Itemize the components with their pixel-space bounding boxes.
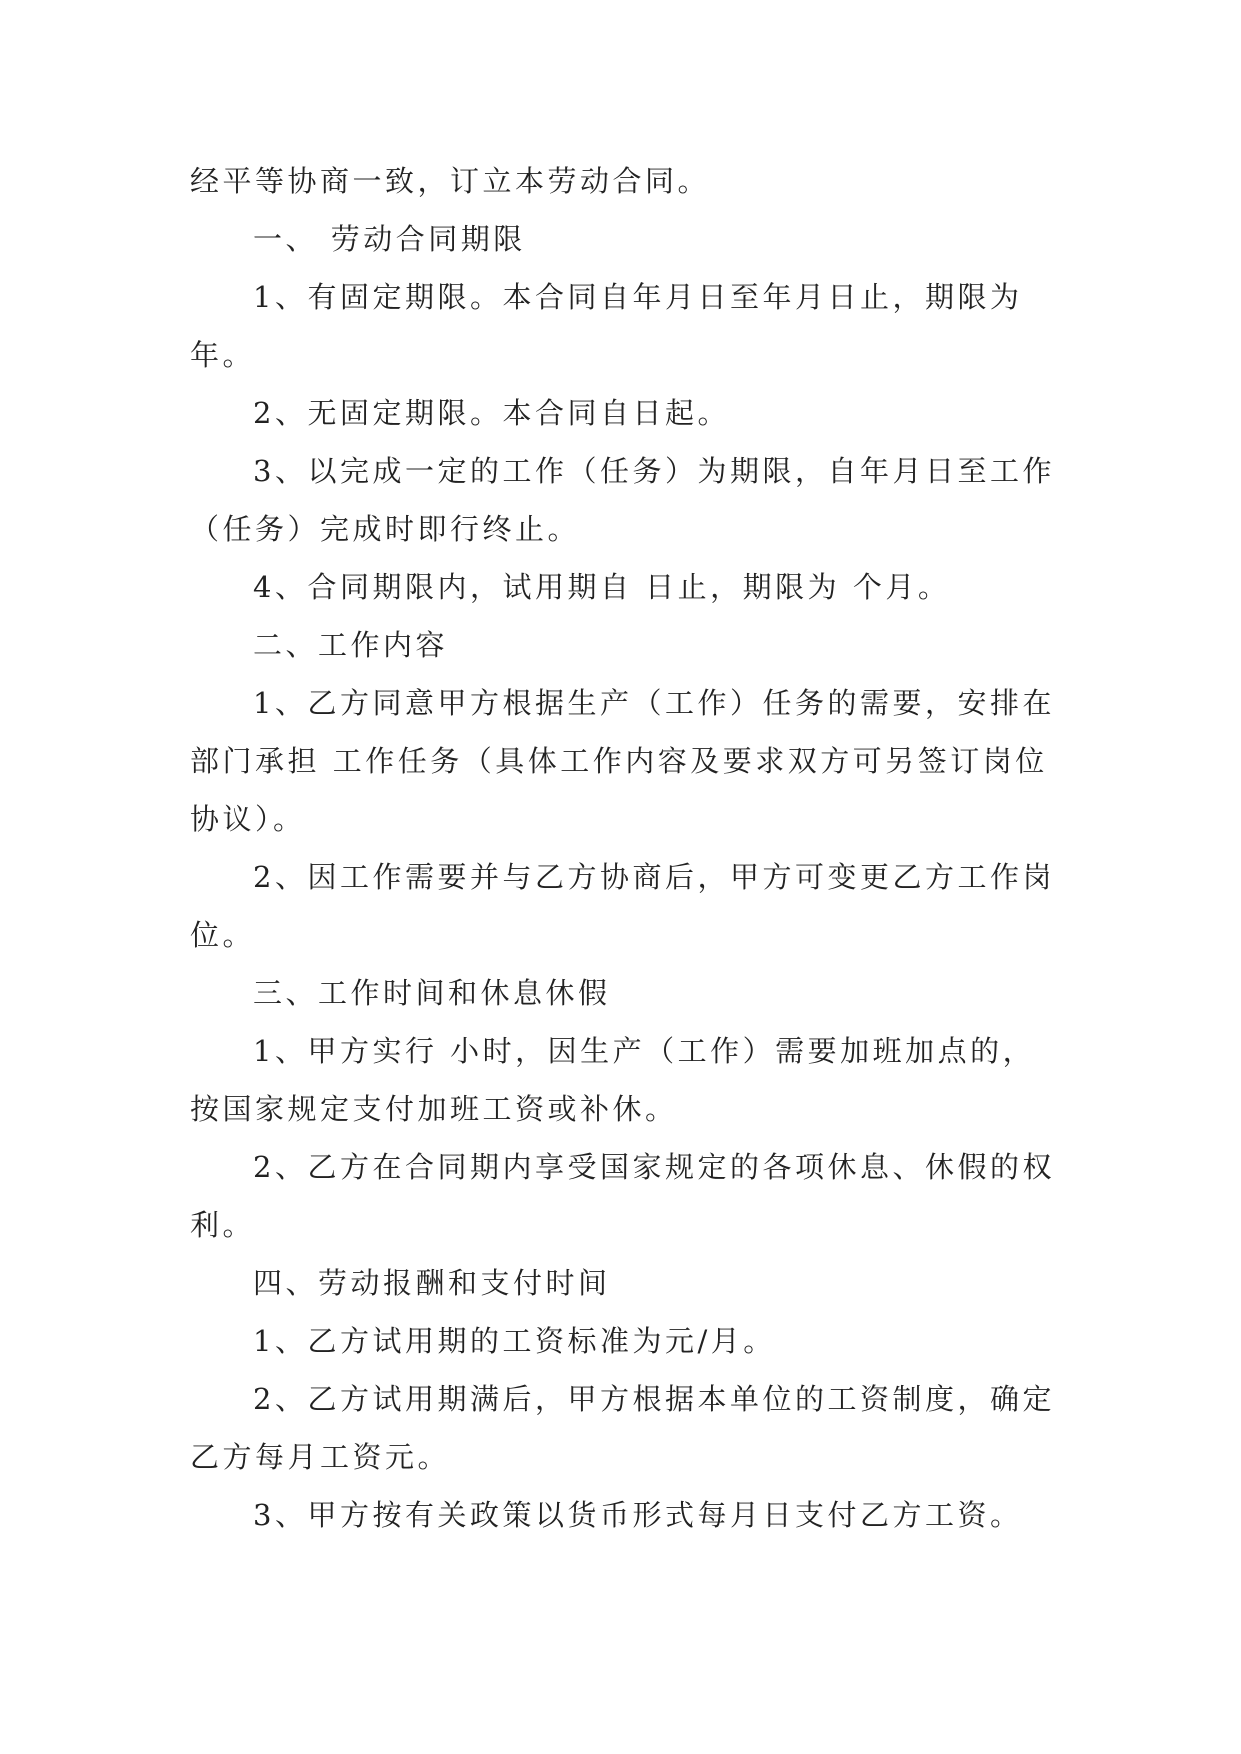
paragraph-intro: 经平等协商一致，订立本劳动合同。 bbox=[190, 164, 711, 198]
paragraph-probation-wage: 1、乙方试用期的工资标准为元/月。 bbox=[253, 1324, 776, 1358]
paragraph-job-assignment: 1、乙方同意甲方根据生产（工作）任务的需要，安排在部门承担 工作任务（具体工作内容及要求双方可另签订岗位协议）。 bbox=[190, 686, 1055, 836]
heading-contract-term: 一、 劳动合同期限 bbox=[253, 222, 526, 256]
heading-job-content: 二、工作内容 bbox=[253, 628, 449, 662]
paragraph-leave-rights: 2、乙方在合同期内享受国家规定的各项休息、休假的权利。 bbox=[190, 1150, 1055, 1242]
paragraph-task-term: 3、以完成一定的工作（任务）为期限，自年月日至工作（任务）完成时即行终止。 bbox=[190, 454, 1055, 546]
paragraph-fixed-term: 1、有固定期限。本合同自年月日至年月日止，期限为年。 bbox=[190, 280, 1023, 372]
paragraph-probation: 4、合同期限内，试用期自 日止，期限为 个月。 bbox=[253, 570, 951, 604]
heading-work-hours: 三、工作时间和休息休假 bbox=[253, 976, 611, 1010]
paragraph-monthly-wage: 2、乙方试用期满后，甲方根据本单位的工资制度，确定乙方每月工资元。 bbox=[190, 1382, 1055, 1474]
paragraph-payment-date: 3、甲方按有关政策以货币形式每月日支付乙方工资。 bbox=[253, 1498, 1023, 1532]
paragraph-open-term: 2、无固定期限。本合同自日起。 bbox=[253, 396, 730, 430]
paragraph-job-change: 2、因工作需要并与乙方协商后，甲方可变更乙方工作岗位。 bbox=[190, 860, 1055, 952]
document-body bbox=[190, 152, 1058, 1544]
paragraph-overtime: 1、甲方实行 小时，因生产（工作）需要加班加点的，按国家规定支付加班工资或补休。 bbox=[190, 1034, 1036, 1126]
heading-remuneration: 四、劳动报酬和支付时间 bbox=[253, 1266, 611, 1300]
